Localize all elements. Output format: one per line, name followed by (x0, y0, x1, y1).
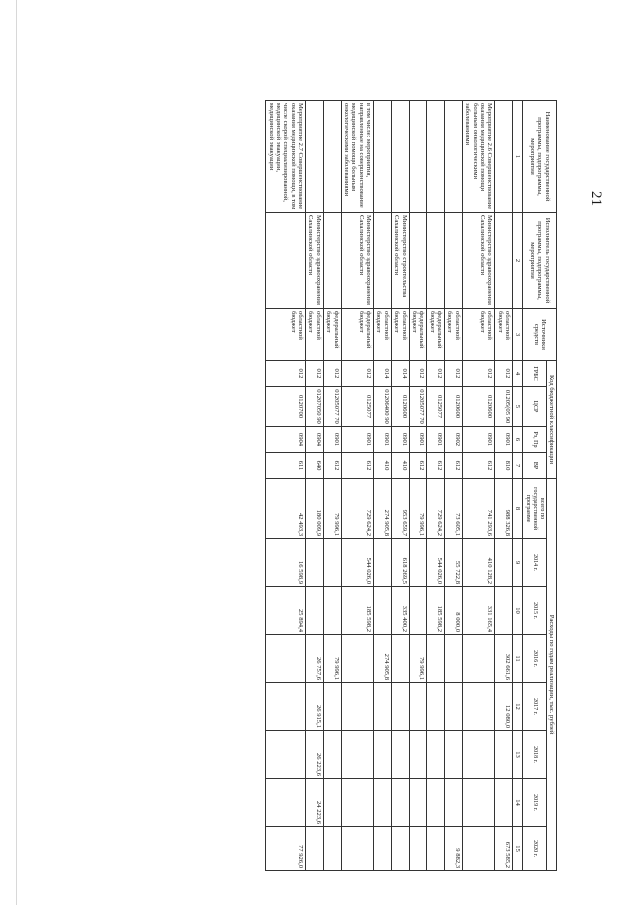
cell-program: в том числе: мероприятия, направленные на совершенствование медицинской помощи больным онкологическими заболеваниями (341, 101, 374, 213)
cell-y2019 (391, 779, 409, 827)
cell-vr: 612 (462, 453, 495, 479)
header-rzpr: Рз, Пр (523, 427, 546, 453)
cell-y2017: 12 080,0 (495, 683, 513, 731)
cell-grbs: 012 (341, 361, 374, 387)
cell-y2018 (462, 731, 495, 779)
cell-y2019 (495, 779, 513, 827)
column-number: 6 (513, 427, 523, 453)
cell-grbs: 014 (374, 361, 392, 387)
cell-source: областной бюджет (495, 309, 513, 361)
cell-y2019 (374, 779, 392, 827)
cell-executor (323, 213, 341, 309)
cell-y2016 (445, 635, 463, 683)
cell-y2014: 410 128,2 (462, 539, 495, 587)
cell-csr: 01205077 70 (323, 387, 341, 427)
header-program: Наименование государственной программы, подпрограммы, мероприятия (523, 101, 557, 213)
cell-program (306, 101, 324, 213)
cell-y2018 (495, 731, 513, 779)
cell-source: областной бюджет (462, 309, 495, 361)
rotated-page (62, 100, 557, 870)
cell-rzpr: 0902 (445, 427, 463, 453)
header-csr: ЦСР (523, 387, 546, 427)
cell-y2020 (374, 827, 392, 871)
table-row (462, 101, 495, 871)
cell-y2015: 185 598,2 (427, 587, 445, 635)
cell-total: 274 905,8 (374, 479, 392, 539)
cell-y2016 (266, 635, 306, 683)
cell-program (409, 101, 427, 213)
table-row (323, 101, 341, 871)
cell-executor (374, 213, 392, 309)
cell-total: 79 996,1 (409, 479, 427, 539)
table-row (341, 101, 374, 871)
cell-y2014 (374, 539, 392, 587)
cell-vr: 640 (306, 453, 324, 479)
table-row (391, 101, 409, 871)
cell-grbs: 014 (391, 361, 409, 387)
cell-program (495, 101, 513, 213)
cell-y2019 (462, 779, 495, 827)
cell-executor (445, 213, 463, 309)
cell-grbs: 012 (427, 361, 445, 387)
table-row (495, 101, 513, 871)
column-number: 9 (513, 539, 523, 587)
cell-source: областной бюджет (445, 309, 463, 361)
cell-y2018 (374, 731, 392, 779)
column-number: 1 (513, 101, 523, 213)
cell-y2014: 618 269,5 (391, 539, 409, 587)
cell-vr: 612 (427, 453, 445, 479)
cell-y2015: 185 598,2 (341, 587, 374, 635)
cell-source: федеральный бюджет (427, 309, 445, 361)
cell-csr: 01207050 90 (306, 387, 324, 427)
column-number: 7 (513, 453, 523, 479)
cell-executor: Министерство здравоохранения Сахалинской области (341, 213, 374, 309)
cell-y2015 (374, 587, 392, 635)
cell-y2019 (427, 779, 445, 827)
cell-y2020: 77 926,0 (266, 827, 306, 871)
cell-rzpr: 0901 (323, 427, 341, 453)
cell-y2019: 24 223,6 (306, 779, 324, 827)
cell-program: Мероприятие 2.6 Совершенствование оказания медицинской помощи больным онкологическими заболеваниями (462, 101, 495, 213)
cell-grbs: 012 (266, 361, 306, 387)
cell-y2016: 79 996,1 (409, 635, 427, 683)
cell-grbs: 012 (445, 361, 463, 387)
cell-y2017 (427, 683, 445, 731)
scan-edge-line (16, 0, 17, 905)
cell-y2014: 16 598,9 (266, 539, 306, 587)
header-source: Источники средств (523, 309, 557, 361)
cell-y2014: 544 026,0 (341, 539, 374, 587)
cell-y2015: 335 400,2 (391, 587, 409, 635)
cell-y2018 (445, 731, 463, 779)
cell-y2016: 26 757,6 (306, 635, 324, 683)
cell-csr: 01205077 70 (409, 387, 427, 427)
cell-rzpr: 0901 (374, 427, 392, 453)
header-year: 2018 г. (523, 731, 546, 779)
cell-vr: 410 (391, 453, 409, 479)
cell-vr: 611 (266, 453, 306, 479)
cell-y2017 (266, 683, 306, 731)
table-row (427, 101, 445, 871)
cell-y2016 (341, 635, 374, 683)
column-number-row (513, 101, 523, 871)
cell-rzpr: 0904 (266, 427, 306, 453)
cell-csr: 01205(05 90 (495, 387, 513, 427)
cell-rzpr: 0901 (391, 427, 409, 453)
cell-y2015: 8 000,0 (445, 587, 463, 635)
cell-program (374, 101, 392, 213)
cell-executor (266, 213, 306, 309)
cell-y2020: 673 585,2 (495, 827, 513, 871)
cell-y2014 (323, 539, 341, 587)
table-row (374, 101, 392, 871)
cell-program (445, 101, 463, 213)
column-number: 8 (513, 479, 523, 539)
cell-y2018 (427, 731, 445, 779)
header-year: 2016 г. (523, 635, 546, 683)
header-executor: Исполнитель государственной программы, подпрограммы, мероприятия (523, 213, 557, 309)
cell-y2018: 26 223,6 (306, 731, 324, 779)
cell-rzpr: 0901 (462, 427, 495, 453)
page-number: 21 (588, 191, 604, 206)
column-number: 10 (513, 587, 523, 635)
cell-y2015: 331 165,4 (462, 587, 495, 635)
header-total: всего по государственной программе (523, 479, 546, 539)
cell-y2014 (306, 539, 324, 587)
cell-vr: 612 (341, 453, 374, 479)
header-kbk: Код бюджетной классификации (546, 361, 556, 479)
cell-y2020 (323, 827, 341, 871)
column-number: 13 (513, 731, 523, 779)
cell-y2019 (341, 779, 374, 827)
cell-grbs: 012 (495, 361, 513, 387)
cell-y2020 (341, 827, 374, 871)
cell-source: областной бюджет (266, 309, 306, 361)
cell-y2020 (391, 827, 409, 871)
cell-y2018 (266, 731, 306, 779)
table-header (513, 101, 557, 871)
cell-y2016 (391, 635, 409, 683)
cell-csr: 0120600 (445, 387, 463, 427)
cell-rzpr: 0904 (306, 427, 324, 453)
header-year: 2020 г. (523, 827, 546, 871)
cell-y2018 (409, 731, 427, 779)
cell-y2020 (462, 827, 495, 871)
cell-rzpr: 0901 (409, 427, 427, 453)
cell-y2020 (306, 827, 324, 871)
cell-y2014: 55 722,8 (445, 539, 463, 587)
cell-y2017 (391, 683, 409, 731)
cell-y2020 (427, 827, 445, 871)
header-year: 2014 г. (523, 539, 546, 587)
cell-vr: 612 (323, 453, 341, 479)
cell-program: Мероприятие 2.7 Совершенствование оказания медицинской помощи, в том числе скорой специализированной, медицинской эвакуации, медицинской эвакуации (266, 101, 306, 213)
cell-source: федеральный бюджет (409, 309, 427, 361)
cell-grbs: 012 (306, 361, 324, 387)
cell-y2016: 79 996,1 (323, 635, 341, 683)
cell-grbs: 012 (462, 361, 495, 387)
cell-y2016 (427, 635, 445, 683)
header-expenses: Расходы по годам реализации, тыс. рублей (546, 479, 556, 871)
cell-y2014 (495, 539, 513, 587)
cell-vr: 612 (409, 453, 427, 479)
cell-csr: 0125077 (341, 387, 374, 427)
cell-csr: 0125077 (427, 387, 445, 427)
cell-grbs: 012 (323, 361, 341, 387)
cell-csr: 0120700 (266, 387, 306, 427)
cell-y2017 (374, 683, 392, 731)
header-row-1 (546, 101, 556, 871)
cell-y2015 (323, 587, 341, 635)
column-number: 2 (513, 213, 523, 309)
cell-source: областной бюджет (374, 309, 392, 361)
cell-y2014: 544 026,0 (427, 539, 445, 587)
header-year: 2015 г. (523, 587, 546, 635)
table-body (266, 101, 513, 871)
column-number: 5 (513, 387, 523, 427)
cell-source: областной бюджет (306, 309, 324, 361)
cell-vr: 810 (495, 453, 513, 479)
table-row (409, 101, 427, 871)
budget-table (265, 100, 557, 871)
table-row (306, 101, 324, 871)
cell-total: 729 624,2 (341, 479, 374, 539)
cell-y2015 (306, 587, 324, 635)
cell-source: федеральный бюджет (341, 309, 374, 361)
cell-rzpr: 0901 (495, 427, 513, 453)
column-number: 11 (513, 635, 523, 683)
table-row (266, 101, 306, 871)
cell-csr: 01206400 90 (374, 387, 392, 427)
cell-total: 953 659,7 (391, 479, 409, 539)
cell-executor (409, 213, 427, 309)
cell-executor: Министерство здравоохранения Сахалинской области (462, 213, 495, 309)
cell-total: 79 996,1 (323, 479, 341, 539)
cell-executor (495, 213, 513, 309)
cell-y2016: 302 661,6 (495, 635, 513, 683)
column-number: 4 (513, 361, 523, 387)
cell-y2017 (462, 683, 495, 731)
cell-executor: Министерство здравоохранения Сахалинской области (306, 213, 324, 309)
cell-total: 729 624,2 (427, 479, 445, 539)
header-grbs: ГРБС (523, 361, 546, 387)
column-number: 12 (513, 683, 523, 731)
cell-y2020 (409, 827, 427, 871)
cell-y2015 (409, 587, 427, 635)
header-year: 2019 г. (523, 779, 546, 827)
cell-y2017 (409, 683, 427, 731)
cell-y2017 (445, 683, 463, 731)
cell-y2019 (409, 779, 427, 827)
cell-y2018 (341, 731, 374, 779)
cell-vr: 410 (374, 453, 392, 479)
cell-executor: Министерство строительства Сахалинской области (391, 213, 409, 309)
cell-csr: 0120600 (391, 387, 409, 427)
cell-y2017: 26 915,1 (306, 683, 324, 731)
cell-rzpr: 0901 (427, 427, 445, 453)
cell-rzpr: 0901 (341, 427, 374, 453)
cell-y2015 (495, 587, 513, 635)
cell-y2019 (323, 779, 341, 827)
cell-total: 988 326,8 (495, 479, 513, 539)
cell-y2018 (323, 731, 341, 779)
cell-vr: 612 (445, 453, 463, 479)
cell-executor (427, 213, 445, 309)
header-year: 2017 г. (523, 683, 546, 731)
cell-source: областной бюджет (391, 309, 409, 361)
column-number: 3 (513, 309, 523, 361)
cell-y2018 (391, 731, 409, 779)
cell-total: 741 293,6 (462, 479, 495, 539)
table-row (445, 101, 463, 871)
cell-csr: 0120600 (462, 387, 495, 427)
cell-y2020: 9 882,3 (445, 827, 463, 871)
cell-program (427, 101, 445, 213)
budget-table-area (62, 100, 557, 870)
cell-total: 73 605,1 (445, 479, 463, 539)
cell-y2015: 25 894,4 (266, 587, 306, 635)
cell-program (323, 101, 341, 213)
column-number: 14 (513, 779, 523, 827)
cell-y2019 (445, 779, 463, 827)
cell-y2017 (323, 683, 341, 731)
cell-y2014 (409, 539, 427, 587)
cell-source: федеральный бюджет (323, 309, 341, 361)
cell-y2016: 274 905,8 (374, 635, 392, 683)
cell-program (391, 101, 409, 213)
header-vr: ВР (523, 453, 546, 479)
cell-grbs: 012 (409, 361, 427, 387)
cell-y2019 (266, 779, 306, 827)
cell-total: 180 009,9 (306, 479, 324, 539)
column-number: 15 (513, 827, 523, 871)
cell-total: 42 493,3 (266, 479, 306, 539)
cell-y2017 (341, 683, 374, 731)
cell-y2016 (462, 635, 495, 683)
